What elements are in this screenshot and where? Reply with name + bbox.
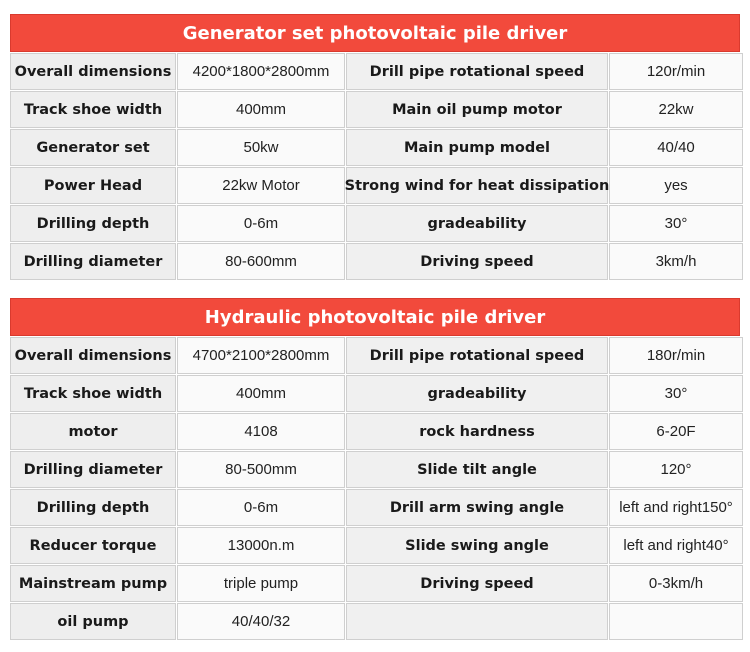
spec-label: Generator set	[10, 129, 176, 166]
spec-value: 22kw Motor	[177, 167, 345, 204]
spec-label: Overall dimensions	[10, 337, 176, 374]
spec-value	[609, 603, 743, 640]
spec-value: 22kw	[609, 91, 743, 128]
spec-value: 400mm	[177, 375, 345, 412]
spec-value: 40/40/32	[177, 603, 345, 640]
spec-value: 120°	[609, 451, 743, 488]
generator-set-spec-table	[10, 14, 740, 280]
table-title: Generator set photovoltaic pile driver	[10, 14, 740, 52]
spec-value: 0-6m	[177, 489, 345, 526]
spec-label: Power Head	[10, 167, 176, 204]
spec-label: Drill arm swing angle	[346, 489, 608, 526]
spec-grid	[10, 53, 740, 280]
spec-label: Strong wind for heat dissipation	[346, 167, 608, 204]
spec-label: Driving speed	[346, 243, 608, 280]
spec-label: Main pump model	[346, 129, 608, 166]
spec-label: Drill pipe rotational speed	[346, 337, 608, 374]
spec-value: 0-3km/h	[609, 565, 743, 602]
spec-label: gradeability	[346, 375, 608, 412]
spec-label: Track shoe width	[10, 91, 176, 128]
spec-grid	[10, 337, 740, 640]
spec-value: 120r/min	[609, 53, 743, 90]
table-title: Hydraulic photovoltaic pile driver	[10, 298, 740, 336]
spec-value: 6-20F	[609, 413, 743, 450]
spec-label: Drilling depth	[10, 489, 176, 526]
spec-value: 400mm	[177, 91, 345, 128]
spec-label: Drill pipe rotational speed	[346, 53, 608, 90]
spec-value: 30°	[609, 375, 743, 412]
spec-value: 50kw	[177, 129, 345, 166]
spec-label: Drilling diameter	[10, 243, 176, 280]
spec-value: 30°	[609, 205, 743, 242]
spec-value: 80-600mm	[177, 243, 345, 280]
spec-label: Main oil pump motor	[346, 91, 608, 128]
spec-label	[346, 603, 608, 640]
spec-label: rock hardness	[346, 413, 608, 450]
hydraulic-spec-table	[10, 298, 740, 640]
spec-label: Overall dimensions	[10, 53, 176, 90]
spec-value: triple pump	[177, 565, 345, 602]
spec-value: 180r/min	[609, 337, 743, 374]
spec-value: 4700*2100*2800mm	[177, 337, 345, 374]
spec-label: Drilling diameter	[10, 451, 176, 488]
spec-label: gradeability	[346, 205, 608, 242]
spec-value: 40/40	[609, 129, 743, 166]
spec-value: yes	[609, 167, 743, 204]
spec-value: 0-6m	[177, 205, 345, 242]
spec-label: Slide swing angle	[346, 527, 608, 564]
spec-label: Track shoe width	[10, 375, 176, 412]
spec-value: 4200*1800*2800mm	[177, 53, 345, 90]
spec-label: oil pump	[10, 603, 176, 640]
spec-label: motor	[10, 413, 176, 450]
spec-value: 4108	[177, 413, 345, 450]
spec-label: Driving speed	[346, 565, 608, 602]
spec-label: Slide tilt angle	[346, 451, 608, 488]
spec-value: 80-500mm	[177, 451, 345, 488]
spec-value: left and right40°	[609, 527, 743, 564]
spec-value: 3km/h	[609, 243, 743, 280]
spec-label: Reducer torque	[10, 527, 176, 564]
spec-value: left and right150°	[609, 489, 743, 526]
spec-label: Mainstream pump	[10, 565, 176, 602]
spec-value: 13000n.m	[177, 527, 345, 564]
spec-label: Drilling depth	[10, 205, 176, 242]
